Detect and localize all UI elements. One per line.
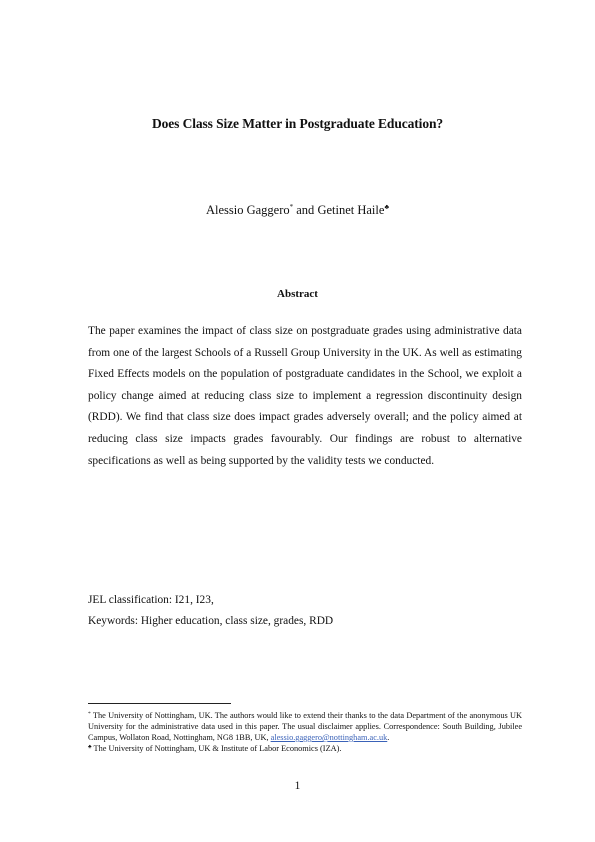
email-link[interactable]: alessio.gaggero@nottingham.ac.uk: [270, 733, 388, 742]
paper-title: Does Class Size Matter in Postgraduate Education?: [151, 116, 444, 131]
jel-classification: JEL classification: I21, I23,: [88, 594, 214, 606]
footnote-text: The University of Nottingham, UK. The authors would like to extend their thanks to the data Department of the anonymous UK University for the administrative data used in this paper. The usual disclaimer applies. Correspondence: South Building, Jubilee Campus, Wollaton Road, Nottingham, NG8 1BB, UK,: [88, 711, 522, 742]
footnote-divider: [88, 703, 231, 704]
keywords: Keywords: Higher education, class size, grades, RDD: [88, 615, 334, 627]
abstract-body: [88, 321, 522, 472]
page-number: 1: [294, 780, 301, 792]
footnote-marker: ♣: [88, 744, 92, 750]
footnote-marker: ♣: [384, 203, 390, 211]
footnote-text-end: .: [387, 733, 390, 742]
author-name: Getinet Haile: [317, 203, 385, 217]
abstract-paragraph: The paper examines the impact of class size on postgraduate grades using administrative data from one of the largest Schools of a Russell Group University in the UK. As well as estimating Fixed Effects models on the population of postgraduate candidates in the School, we exploit a policy change aimed at reducing class size to implement a regression discontinuity design (RDD). We find that class size does impact grades adversely overall; and the policy aimed at reducing class size impacts grades favourably. Our findings are robust to alternative specifications as well as being supported by the validity tests we conducted.: [88, 325, 522, 467]
author-line: [0, 203, 595, 218]
footnote-text: The University of Nottingham, UK & Institute of Labor Economics (IZA).: [91, 744, 342, 753]
footnote-marker: *: [88, 711, 91, 717]
footnote-2: [88, 743, 522, 754]
author-name: Alessio Gaggero: [205, 203, 290, 217]
footnotes: [88, 710, 522, 754]
author-conjunction: and: [293, 203, 318, 217]
footnote-1: [88, 710, 522, 743]
abstract-heading: Abstract: [277, 288, 318, 300]
footnote-marker: *: [289, 203, 294, 211]
